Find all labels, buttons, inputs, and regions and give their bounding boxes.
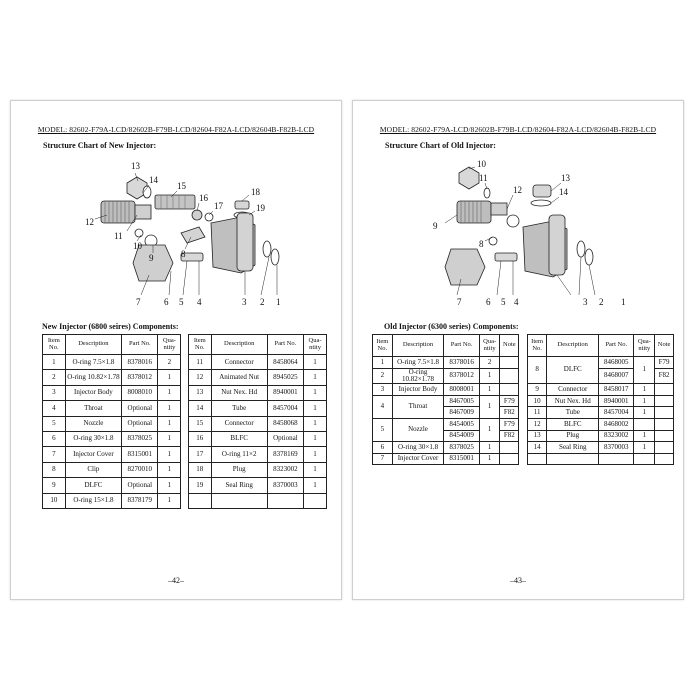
cell-qty: 1 (479, 453, 500, 465)
cell-part: 8008001 (444, 384, 479, 396)
header-description: Description (65, 335, 121, 355)
cell-qty: 1 (304, 462, 327, 477)
cell-item: 1 (373, 357, 393, 369)
callout-19: 19 (256, 203, 265, 213)
cell-note: F79 (655, 357, 674, 369)
header-description: Description (547, 335, 599, 357)
cell-note (655, 395, 674, 407)
cell-item: 8 (43, 462, 66, 477)
cell-desc: O-ring 7.5×1.8 (392, 357, 444, 369)
cell-part: Optional (267, 431, 303, 446)
cell-qty: 1 (158, 416, 181, 431)
cell-desc: Tube (547, 407, 599, 419)
cell-part: 8315001 (122, 447, 158, 462)
cell-qty: 1 (634, 407, 655, 419)
cell-desc: Nut Nex. Hd (547, 395, 599, 407)
callout-13: 13 (131, 161, 140, 171)
table-row (43, 416, 327, 431)
cell-desc: Seal Ring (211, 478, 267, 493)
cell-qty: 1 (158, 478, 181, 493)
cell-item: 7 (43, 447, 66, 462)
cell-qty: 1 (304, 401, 327, 416)
callout-1: 1 (276, 297, 281, 307)
callout-14: 14 (149, 175, 158, 185)
cell-item: 14 (188, 401, 211, 416)
cell-desc: DLFC (547, 357, 599, 384)
callout-11: 11 (479, 173, 488, 183)
cell-part: 8468002 (599, 419, 634, 431)
cell-part: 8468005 (599, 357, 634, 369)
cell-part: 8378016 (444, 357, 479, 369)
old-injector-exploded-diagram (373, 153, 673, 313)
cell-note (500, 384, 519, 396)
cell-item: 9 (43, 478, 66, 493)
cell-item: 3 (373, 384, 393, 396)
cell-desc: Nozzle (65, 416, 121, 431)
cell-qty: 1 (634, 395, 655, 407)
cell-part: 8378012 (122, 370, 158, 385)
cell-qty: 1 (634, 384, 655, 396)
cell-item: 2 (373, 368, 393, 384)
cell-part: 8454005 (444, 419, 479, 431)
header-quantity: Qua-ntity (479, 335, 500, 357)
components-table-title: Old Injector (6300 series) Components: (384, 322, 519, 331)
table-row (43, 431, 327, 446)
cell-desc: Injector Cover (65, 447, 121, 462)
callout-6: 6 (164, 297, 169, 307)
cell-desc: Tube (211, 401, 267, 416)
cell-item: 18 (188, 462, 211, 477)
page-number: –42– (168, 576, 184, 585)
header-quantity: Qua-ntity (304, 335, 327, 355)
cell-note (500, 357, 519, 369)
cell-part: 8378016 (122, 355, 158, 370)
table-row (43, 370, 327, 385)
cell-item: 6 (373, 442, 393, 454)
callout-18: 18 (251, 187, 260, 197)
cell-part: 8457004 (599, 407, 634, 419)
cell-empty (267, 493, 303, 508)
cell-note: F79 (500, 395, 519, 407)
cell-item: 8 (527, 357, 547, 384)
structure-chart-title: Structure Chart of Old Injector: (385, 141, 496, 150)
cell-item: 11 (188, 355, 211, 370)
cell-item: 15 (188, 416, 211, 431)
cell-part: 8940001 (599, 395, 634, 407)
cell-part: 8457004 (267, 401, 303, 416)
cell-item: 10 (43, 493, 66, 508)
callout-16: 16 (199, 193, 208, 203)
cell-part: 8008010 (122, 385, 158, 400)
cell-desc: O-ring 30×1.8 (392, 442, 444, 454)
cell-note: F79 (500, 419, 519, 431)
callout-9: 9 (149, 253, 154, 263)
model-heading: MODEL: 82602-F79A-LCD/82602B-F79B-LCD/82604-F82A-LCD/82604B-F82B-LCD (37, 125, 315, 134)
callout-2: 2 (260, 297, 265, 307)
cell-desc: Plug (211, 462, 267, 477)
cell-desc: Plug (547, 430, 599, 442)
cell-part: 8454009 (444, 430, 479, 442)
cell-qty: 2 (158, 355, 181, 370)
cell-qty: 1 (158, 431, 181, 446)
callout-15: 15 (177, 181, 186, 191)
table-row (373, 368, 674, 384)
cell-item: 7 (373, 453, 393, 465)
cell-note (500, 453, 519, 465)
header-note: Note (500, 335, 519, 357)
cell-part: 8378025 (444, 442, 479, 454)
cell-note (655, 419, 674, 431)
model-heading: MODEL: 82602-F79A-LCD/82602B-F79B-LCD/82604-F82A-LCD/82604B-F82B-LCD (379, 125, 657, 134)
cell-qty: 1 (634, 430, 655, 442)
cell-part: 8370003 (267, 478, 303, 493)
cell-part: Optional (122, 401, 158, 416)
table-row (43, 447, 327, 462)
cell-desc: Connector (211, 416, 267, 431)
header-part-no: Part No. (444, 335, 479, 357)
cell-note: F82 (655, 368, 674, 384)
cell-item: 4 (43, 401, 66, 416)
cell-desc: Connector (547, 384, 599, 396)
cell-part: 8940001 (267, 385, 303, 400)
old-injector-components-table (372, 334, 674, 465)
cell-item: 5 (373, 419, 393, 442)
cell-part: 8323002 (599, 430, 634, 442)
cell-part: 8270010 (122, 462, 158, 477)
cell-item: 12 (188, 370, 211, 385)
callout-8: 8 (479, 239, 484, 249)
cell-part: 8370003 (599, 442, 634, 454)
cell-empty (211, 493, 267, 508)
cell-desc: Seal Ring (547, 442, 599, 454)
callout-5: 5 (501, 297, 506, 307)
cell-part: 8458017 (599, 384, 634, 396)
cell-item: 5 (43, 416, 66, 431)
cell-qty: 1 (158, 493, 181, 508)
cell-part: 8945025 (267, 370, 303, 385)
callout-13: 13 (561, 173, 570, 183)
cell-desc: O-ring 11×2 (211, 447, 267, 462)
header-note: Note (655, 335, 674, 357)
structure-chart-title: Structure Chart of New Injector: (43, 141, 157, 150)
table-row (43, 462, 327, 477)
cell-qty: 1 (634, 357, 655, 384)
cell-qty: 1 (479, 384, 500, 396)
table-row (43, 493, 327, 508)
cell-qty: 1 (304, 355, 327, 370)
cell-item: 14 (527, 442, 547, 454)
cell-part: 8468007 (599, 368, 634, 384)
cell-qty: 1 (158, 385, 181, 400)
callout-5: 5 (179, 297, 184, 307)
cell-qty: 1 (158, 447, 181, 462)
cell-qty: 1 (158, 401, 181, 416)
cell-part: 8467005 (444, 395, 479, 407)
cell-part: 8323002 (267, 462, 303, 477)
cell-part: Optional (122, 416, 158, 431)
callout-17: 17 (214, 201, 223, 211)
table-row (43, 355, 327, 370)
table-row (373, 384, 674, 396)
table-row (373, 453, 674, 465)
callout-12: 12 (513, 185, 522, 195)
cell-desc: Nut Nex. Hd (211, 385, 267, 400)
cell-part: 8458064 (267, 355, 303, 370)
cell-part: 8315001 (444, 453, 479, 465)
cell-desc: O-ring 7.5×1.8 (65, 355, 121, 370)
cell-desc: Nozzle (392, 419, 444, 442)
cell-item: 13 (527, 430, 547, 442)
cell-desc: Injector Body (65, 385, 121, 400)
header-item-no: Item No. (373, 335, 393, 357)
callout-8: 8 (181, 249, 186, 259)
callout-4: 4 (197, 297, 202, 307)
cell-qty (634, 419, 655, 431)
cell-part: 8458068 (267, 416, 303, 431)
cell-empty (304, 493, 327, 508)
header-description: Description (211, 335, 267, 355)
cell-qty: 1 (479, 419, 500, 442)
callout-10: 10 (477, 159, 486, 169)
cell-desc: O-ring 30×1.8 (65, 431, 121, 446)
callout-3: 3 (242, 297, 247, 307)
header-quantity: Qua-ntity (634, 335, 655, 357)
header-description: Description (392, 335, 444, 357)
cell-qty: 1 (304, 370, 327, 385)
cell-item: 11 (527, 407, 547, 419)
cell-note (500, 442, 519, 454)
cell-note: F82 (500, 430, 519, 442)
page-43 (352, 100, 684, 600)
cell-desc: BLFC (547, 419, 599, 431)
callout-7: 7 (457, 297, 462, 307)
callout-14: 14 (559, 187, 568, 197)
cell-desc: Injector Cover (392, 453, 444, 465)
cell-item: 12 (527, 419, 547, 431)
callout-6: 6 (486, 297, 491, 307)
callout-12: 12 (85, 217, 94, 227)
callout-10: 10 (133, 241, 142, 251)
header-item-no: Item No. (527, 335, 547, 357)
cell-qty: 1 (479, 442, 500, 454)
page-number: –43– (510, 576, 526, 585)
new-injector-exploded-diagram (31, 153, 331, 313)
header-part-no: Part No. (599, 335, 634, 357)
cell-empty (527, 453, 547, 465)
header-item-no: Item No. (43, 335, 66, 355)
cell-desc: Throat (392, 395, 444, 418)
cell-desc: O-ring 10.82×1.78 (392, 368, 444, 384)
new-injector-components-table (42, 334, 327, 509)
cell-desc: O-ring 10.82×1.78 (65, 370, 121, 385)
cell-note (655, 407, 674, 419)
cell-desc: Animated Nut (211, 370, 267, 385)
cell-part: 8378012 (444, 368, 479, 384)
cell-qty: 1 (158, 370, 181, 385)
callout-2: 2 (599, 297, 604, 307)
header-quantity: Qua-ntity (158, 335, 181, 355)
cell-item: 4 (373, 395, 393, 418)
cell-item: 13 (188, 385, 211, 400)
table-row (373, 442, 674, 454)
cell-qty: 2 (479, 357, 500, 369)
callout-4: 4 (514, 297, 519, 307)
cell-qty: 1 (304, 478, 327, 493)
cell-qty: 1 (304, 447, 327, 462)
cell-item: 16 (188, 431, 211, 446)
cell-qty: 1 (304, 431, 327, 446)
callout-9: 9 (433, 221, 438, 231)
cell-qty: 1 (634, 442, 655, 454)
cell-qty: 1 (479, 368, 500, 384)
cell-part: 8467009 (444, 407, 479, 419)
callout-3: 3 (583, 297, 588, 307)
header-part-no: Part No. (267, 335, 303, 355)
cell-empty (188, 493, 211, 508)
cell-part: 8378179 (122, 493, 158, 508)
table-row (43, 401, 327, 416)
cell-qty: 1 (304, 416, 327, 431)
cell-desc: O-ring 15×1.8 (65, 493, 121, 508)
cell-empty (634, 453, 655, 465)
cell-qty: 1 (158, 462, 181, 477)
cell-desc: Connector (211, 355, 267, 370)
header-part-no: Part No. (122, 335, 158, 355)
header-item-no: Item No. (188, 335, 211, 355)
cell-desc: Clip (65, 462, 121, 477)
callout-11: 11 (114, 231, 123, 241)
cell-empty (655, 453, 674, 465)
cell-note: F82 (500, 407, 519, 419)
cell-item: 9 (527, 384, 547, 396)
cell-desc: Throat (65, 401, 121, 416)
callout-1: 1 (621, 297, 626, 307)
cell-desc: DLFC (65, 478, 121, 493)
cell-qty: 1 (479, 395, 500, 418)
cell-item: 17 (188, 447, 211, 462)
table-row (373, 357, 674, 369)
table-row (373, 395, 674, 407)
cell-empty (599, 453, 634, 465)
cell-desc: BLFC (211, 431, 267, 446)
cell-part: 8378169 (267, 447, 303, 462)
table-row (43, 385, 327, 400)
cell-note (655, 384, 674, 396)
cell-part: 8378025 (122, 431, 158, 446)
cell-item: 2 (43, 370, 66, 385)
cell-part: Optional (122, 478, 158, 493)
cell-note (500, 368, 519, 384)
cell-item: 6 (43, 431, 66, 446)
cell-note (655, 442, 674, 454)
cell-desc: Injector Body (392, 384, 444, 396)
cell-item: 19 (188, 478, 211, 493)
callout-7: 7 (136, 297, 141, 307)
cell-item: 3 (43, 385, 66, 400)
cell-qty: 1 (304, 385, 327, 400)
components-table-title: New Injector (6800 seires) Components: (42, 322, 179, 331)
table-row (43, 478, 327, 493)
page-42 (10, 100, 342, 600)
cell-empty (547, 453, 599, 465)
cell-item: 10 (527, 395, 547, 407)
cell-note (655, 430, 674, 442)
cell-item: 1 (43, 355, 66, 370)
table-row (373, 419, 674, 431)
